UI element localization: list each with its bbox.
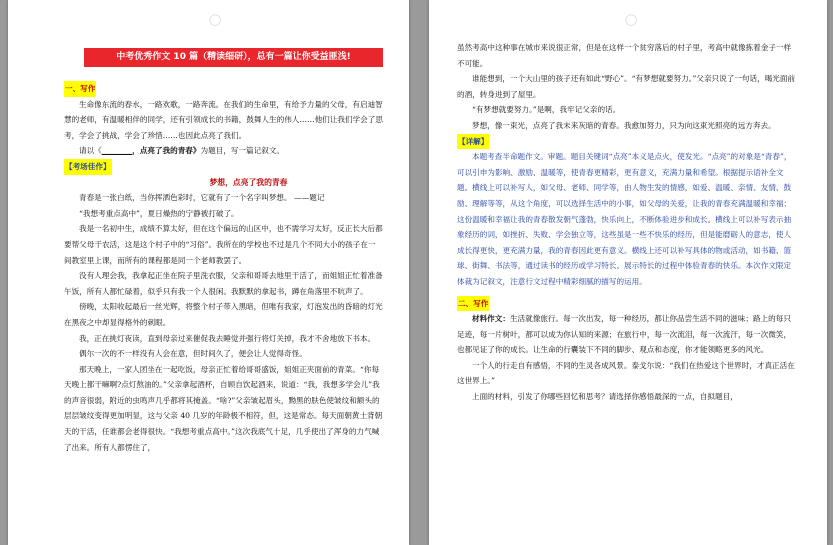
page-watermark: ○ [208,10,222,28]
prompt-blank: ________ [101,146,133,156]
essay-paragraph: 偶尔一次的不一样没有人会在意，但时间久了，便会让人觉得奇怪。 [79,349,307,359]
section-heading-writing-1: 一、写作 [64,81,96,97]
essay-paragraph: 我，正在挑灯夜读，直到母亲过来催促我去睡觉并强行将灯关掉，我才不舍地放下书本。 [79,333,376,343]
left-page [8,0,409,545]
material-paragraph: 材料作文：生活就像旅行。每一次出发，每一种经历，都让你品尝生活不同的滋味；路上的每只足迹，每一片树叶，都可以成为你认知的来源；在旅行中，每一次流泪，每一次流汗，每一次微笑，也都见证了你的成长。让生命的行囊装下不同的脚步、观点和态度，你才能领略更多的风光。 [457,314,792,355]
quote-paragraph: 一个人的行走自有感悟，不同的生灵各成风景。泰戈尔说：“我们在热爱这个世界时，才真正活在这世界上。” [457,360,795,386]
page-watermark: ○ [624,10,638,28]
essay-paragraph: 我是一名初中生，成绩不算太好，但在这个偏远的山区中，也不需学习太好，反正长大后都要帮父母干农活，这是这个村子中的“习俗”。我所在的学校也不过是几个不同大小的孩子在一间教室里上课，而所有的课程都是同一个老师教罢了。 [64,224,383,265]
analysis-text: 本题考查半命题作文。审题。题目关键词“点亮”本义是点火，使发光。“点亮”的对象是“青春”，可以引申为影响、激励、温暖等，使青春更精彩，更有意义，充满力量和希望。根据提示语补全文题。横线上可以补写人，如父母、老师、同学等，由人物生发的情感，如爱、温暖、亲情、友情、鼓励、理解等等，从这个角度，可以选择生活中的小事，如父母的关爱，让我的青春充满温暖和幸福；这份温暖和幸福让我的青春散发朝气蓬勃，快乐向上，不断体验进步和成长。横线上可以补写表示抽象经历的词，如挫折、失败、学会独立等，这些虽是一些不快乐的经历，但是能磨砺人的意志，使人成长得更快，更充满力量，我的青春因此更有意义。横线上还可以补写具体的物或活动，如书籍、篮球、街舞、书法等，通过读书的经历或学习特长、展示特长的过程中体验青春的快乐。本次作文限定体裁为记叙文，注意行文过程中精彩细腻的描写的运用。 [457,152,792,286]
essay-paragraph: 谁能想到，一个大山里的孩子还有如此“野心”。“有梦想就要努力。”父亲只说了一句话，喝光面前的酒，转身进到了屋里。 [457,74,796,99]
essay-paragraph: “有梦想就要努力。”是啊，我牢记父亲的话。 [472,105,621,115]
prompt-paragraph: 生命像东流的春水，一路欢歌，一路奔流。在我们的生命里，有给予力量的父母，有启迪智慧的老师，有温暖相伴的同学，还有引领成长的书籍，鼓舞人生的伟人……他们让我们学会了思考，学会了挑战，学会了珍惜……也因此点亮了我们。 [64,99,383,140]
essay-paragraph: 青春是一张白纸，当你挥洒色彩时，它就有了一个名字叫梦想。 ——题记 [79,193,325,203]
prompt-instruction: 请以《________，点亮了我的青春》为题目，写一篇记叙文。 [79,146,285,156]
section-heading-writing-2: 二、写作 [457,296,489,312]
analysis-label: 【详解】 [457,134,489,150]
essay-paragraph: 傍晚，太阳收起最后一丝光辉，将整个村子带入黑暗，但唯有我家，灯泡发出的昏暗的灯光在黑夜之中却显得格外的刺眼。 [64,302,383,327]
exam-essay-label: 【考场佳作】 [64,159,112,175]
essay-title: 梦想，点亮了我的青春 [209,177,288,187]
final-instruction: 上面的材料，引发了你哪些回忆和思考？请选择你感悟最深的一点，自拟题目， [472,392,738,402]
document-banner-title: 中考优秀作文 10 篇（精读细研），总有一篇让你受益匪浅! [84,48,383,67]
essay-paragraph: “我想考重点高中”，夏日燥热的宁静被打破了。 [79,208,239,218]
material-label: 材料作文： [472,314,510,324]
essay-continuation: 虽然考高中这种事在城市来说很正常，但是在这样一个贫穷落后的村子里，考高中就像拣着金子一样不可能。 [457,43,792,68]
right-page-content [457,40,797,405]
essay-paragraph: 梦想，像一束光，点亮了我未来灰暗的青春。我愈加努力，只为向这束光照亮的远方奔去。 [472,120,776,130]
prompt-title-fill: ，点亮了我的青春》 [132,146,201,156]
essay-paragraph: 那天晚上，一家人团坐在一起吃饭，母亲正忙着给哥哥盛饭，姐姐正夹面前的青菜。“你每天晚上都干嘛啊?点灯熬油的。”父亲拿起酒杯，自顾自饮起酒来，说道：“我，我想多学会儿”我的声音很弱，附近的虫鸣声几乎都将其掩盖。“啥?”父亲皱起眉头，黝黑的肤色使皱纹和额头的层层皱纹变得更加明显，这与父亲 40 几岁的年龄极不相符，但，这是常态。每天面朝黄土背朝天的干活，任谁都会老得很快。“我想考重点高中。”这次我底气十足，几乎使出了浑身的力气喊了出来。所有人都愣住了， [64,364,383,452]
essay-paragraph: 没有人理会我，我拿起正坐在院子里洗衣服，父亲和哥哥去地里干活了，而姐姐正忙着准备午饭，所有人都忙碌着，似乎只有我一个人很闲。我默默的拿起书，蹲在角落里不吭声了。 [64,271,383,296]
left-page-content [64,48,383,455]
right-page [429,0,827,545]
